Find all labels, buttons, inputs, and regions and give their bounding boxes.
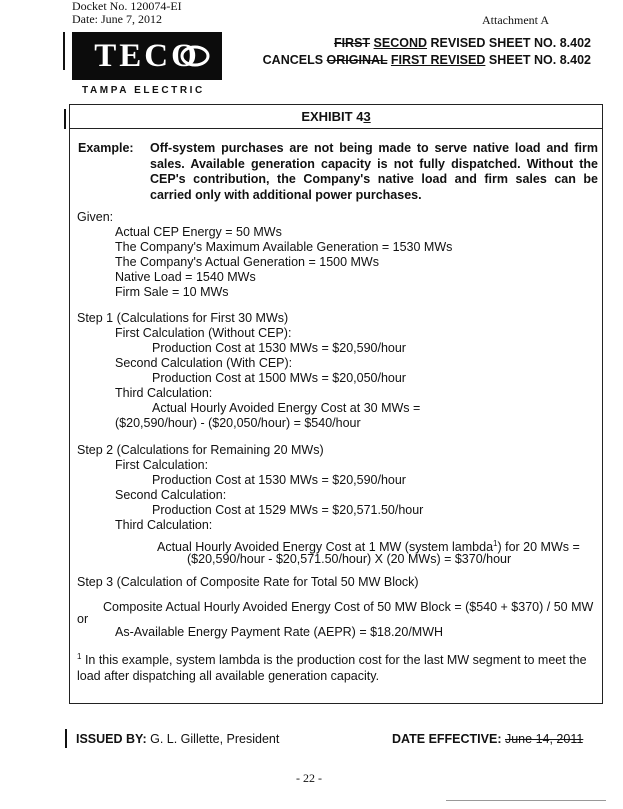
given-item: The Company's Maximum Available Generation = 1530 MWs [115,240,453,254]
example-label: Example: [78,141,134,155]
given-item: Firm Sale = 10 MWs [115,285,229,299]
given-item: The Company's Actual Generation = 1500 MWs [115,255,379,269]
step1-second-calc: Second Calculation (With CEP): [115,356,293,370]
logo-wordmark: TECO [94,37,200,74]
step1-third-calc: Third Calculation: [115,386,213,400]
step2-first-calc: First Calculation: [115,458,209,472]
step2-third-result: ($20,590/hour - $20,571.50/hour) X (20 MWs) = $370/hour [187,552,512,566]
sheet-number: REVISED SHEET NO. 8.402 [430,36,591,50]
step1-first-calc: First Calculation (Without CEP): [115,326,292,340]
docket-number: Docket No. 120074-EI [72,0,182,13]
date-effective [392,732,583,746]
example-text: Off-system purchases are not being made to serve native load and firm sales. Available generation capacity is not fully dispatched. Without the CEP's contribution, the Company's native load and firm sales can be carried only with additional power purchases. [150,141,598,202]
step3-heading: Step 3 (Calculation of Composite Rate for Total 50 MW Block) [77,575,419,589]
issued-by-name: G. L. Gillette, President [150,732,280,746]
attachment-label: Attachment A [482,13,549,27]
exhibit-title [69,104,603,129]
step3-or: or [77,612,89,626]
step1-first-cost: Production Cost at 1530 MWs = $20,590/hour [152,341,406,355]
date-effective-label: DATE EFFECTIVE: [392,732,502,746]
footnote [77,649,599,684]
step2-third-calc: Third Calculation: [115,518,213,532]
footnote-ref: 1 [493,539,498,548]
logo-swoosh-icon [180,44,210,68]
left-margin-bar [64,109,66,129]
step1-third-line: Actual Hourly Avoided Energy Cost at 30 MWs = [152,401,421,415]
issued-by-label: ISSUED BY: [76,732,147,746]
step2-third-text-end: ) for 20 MWs = [497,540,580,555]
docket-date: Date: June 7, 2012 [72,12,162,26]
inserted-text: SECOND [373,36,428,50]
exhibit-title-number: 3 [363,109,371,124]
sheet-cancels-line [263,53,591,67]
step1-second-cost: Production Cost at 1500 MWs = $20,050/hour [152,371,406,385]
inserted-text: FIRST REVISED [390,53,486,67]
step2-second-cost: Production Cost at 1529 MWs = $20,571.50/hour [152,503,424,517]
struck-text: June 14, 2011 [504,732,584,746]
bottom-rule [446,800,606,801]
page-number: - 22 - [296,771,322,785]
left-margin-bar [63,32,65,70]
step1-heading: Step 1 (Calculations for First 30 MWs) [77,311,289,325]
footnote-mark: 1 [77,652,82,661]
step2-heading: Step 2 (Calculations for Remaining 20 MWs) [77,443,324,457]
exhibit-title-text: EXHIBIT 4 [301,109,364,124]
step3-composite: Composite Actual Hourly Avoided Energy Cost of 50 MW Block = ($540 + $370) / 50 MW [103,600,594,614]
step1-third-result: ($20,590/hour) - ($20,050/hour) = $540/hour [115,416,361,430]
cancels-label: CANCELS [262,53,324,67]
step2-first-cost: Production Cost at 1530 MWs = $20,590/hour [152,473,406,487]
step2-third-text: Actual Hourly Avoided Energy Cost at 1 MW (system lambda [157,540,494,555]
struck-text: ORIGINAL [326,53,388,67]
docket-header [72,0,182,26]
struck-text: FIRST [333,36,371,50]
sheet-number: SHEET NO. 8.402 [488,53,591,67]
issued-by [76,732,279,746]
given-item: Actual CEP Energy = 50 MWs [115,225,282,239]
step2-second-calc: Second Calculation: [115,488,227,502]
teco-logo [72,32,222,80]
given-label: Given: [77,210,114,224]
given-item: Native Load = 1540 MWs [115,270,256,284]
left-margin-bar [65,729,67,748]
sheet-revision-line [334,36,591,50]
logo-subtitle: TAMPA ELECTRIC [82,85,205,96]
footnote-text: In this example, system lambda is the production cost for the last MW segment to meet the load after dispatching all available generation capacity. [77,653,587,684]
step3-aepr: As-Available Energy Payment Rate (AEPR) = $18.20/MWH [115,625,444,639]
